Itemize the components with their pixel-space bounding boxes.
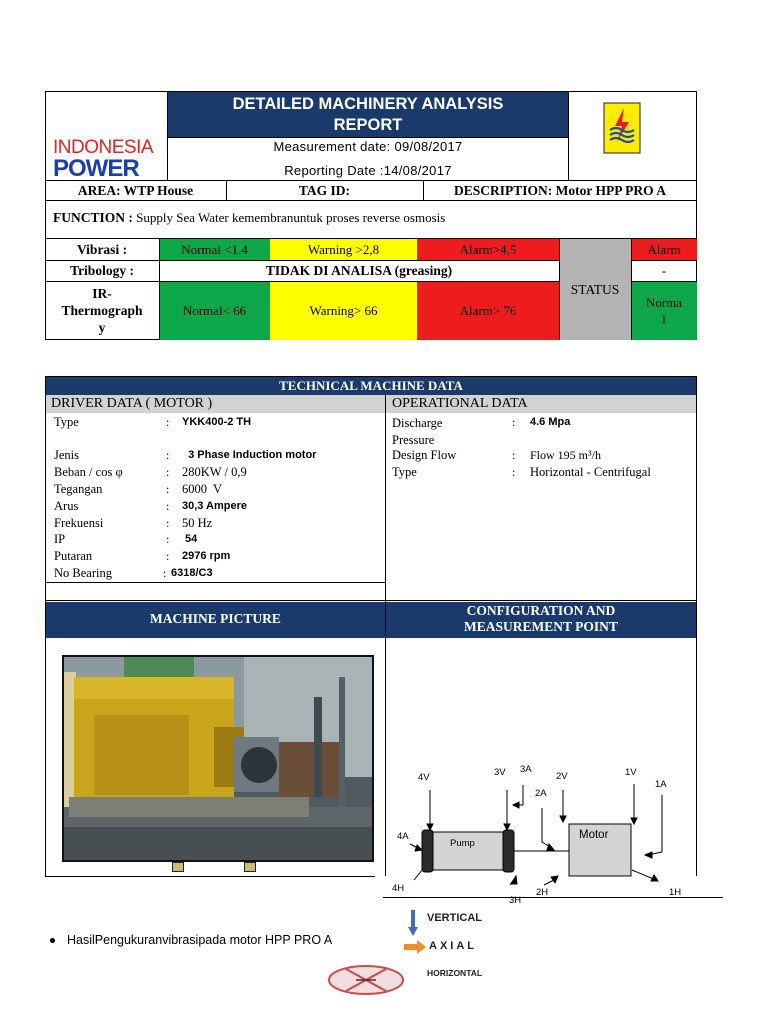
legend-vertical: VERTICAL (427, 912, 482, 924)
config-title (386, 602, 696, 636)
ir-alarm: Alarm> 76 (417, 281, 559, 340)
bullet-text: HasilPengukuranvibrasipada motor HPP PRO A (67, 933, 333, 947)
tribology-label: Tribology : (70, 262, 134, 278)
driver-bearing-colon: : (163, 566, 167, 580)
status-label: STATUS (559, 239, 631, 340)
function-row (45, 201, 697, 239)
point-4v: 4V (418, 772, 430, 783)
photo-support-left (172, 862, 184, 872)
point-3v: 3V (494, 767, 506, 778)
motor-label: Motor (579, 829, 609, 841)
driver-ip-value: 54 (182, 533, 198, 545)
op-type-colon: : (512, 465, 516, 479)
operational-data-header (386, 395, 696, 413)
point-1h: 1H (669, 887, 682, 898)
driver-putaran-label: Putaran (54, 549, 93, 563)
driver-frekuensi-colon: : (166, 516, 170, 530)
legend (400, 908, 510, 983)
driver-tegangan-value: 6000 V (182, 482, 223, 496)
vibrasi-normal: Normal <1.4 (159, 239, 270, 260)
reporting-date: Reporting Date :14/08/2017 (284, 163, 452, 178)
driver-bearing-value: 6318/C3 (171, 567, 213, 579)
driver-type-value: YKK400-2 TH (182, 416, 252, 428)
driver-beban-value: 280KW / 0,9 (182, 465, 247, 479)
report-title (168, 92, 568, 137)
company-logo (53, 138, 163, 182)
op-flow-value: Flow 195 m³/h (530, 448, 601, 462)
ir-thermography-label: IR- Thermograph y (61, 286, 143, 335)
tribology-status: - (661, 262, 667, 278)
horizontal-symbol-icon (326, 963, 406, 997)
driver-ip-colon: : (166, 532, 170, 546)
point-4a: 4A (397, 831, 409, 842)
technical-data-title: TECHNICAL MACHINE DATA (46, 377, 696, 395)
config-title-line1: CONFIGURATION AND (466, 603, 616, 618)
legend-horizontal: HORIZONTAL (427, 968, 483, 978)
driver-arus-value: 30,3 Ampere (182, 500, 248, 512)
driver-tegangan-label: Tegangan (54, 482, 103, 496)
bullet-item (50, 933, 332, 947)
driver-jenis-value: 3 Phase Induction motor (182, 449, 317, 461)
driver-frekuensi-value: 50 Hz (182, 516, 213, 530)
point-2v: 2V (556, 771, 568, 782)
driver-jenis-colon: : (166, 448, 170, 462)
op-discharge-value: 4.6 Mpa (530, 416, 571, 428)
logo-text-indonesia: INDONESIA (53, 137, 154, 158)
bullet-dot-icon (50, 938, 55, 943)
driver-data-header (46, 395, 385, 413)
function-label: FUNCTION : (53, 210, 133, 225)
driver-type-label: Type (54, 415, 79, 429)
point-3a: 3A (520, 764, 532, 775)
driver-type-colon: : (166, 415, 170, 429)
point-4h: 4H (392, 883, 405, 894)
vibrasi-alarm: Alarm>4,5 (417, 239, 559, 260)
tribology-value: TIDAK DI ANALISA (greasing) (265, 262, 453, 278)
driver-jenis-label: Jenis (54, 448, 79, 462)
measurement-date: Measurement date: 09/08/2017 (273, 139, 463, 154)
point-1a: 1A (655, 779, 667, 790)
driver-beban-label: Beban / cos φ (54, 465, 123, 479)
vibrasi-warning: Warning >2,8 (270, 239, 417, 260)
driver-bearing-label: No Bearing (54, 566, 112, 580)
measurement-point-diagram (386, 740, 726, 910)
function-text: Supply Sea Water kemembranuntuk proses reverse osmosis (132, 210, 446, 225)
driver-putaran-value: 2976 rpm (182, 550, 231, 562)
point-2a: 2A (535, 788, 547, 799)
tag-id-field: TAG ID: (298, 183, 351, 198)
operational-data-title: OPERATIONAL DATA (392, 396, 528, 411)
driver-putaran-colon: : (166, 549, 170, 563)
driver-beban-colon: : (166, 465, 170, 479)
op-discharge-colon: : (512, 415, 516, 429)
ir-normal: Normal< 66 (159, 281, 270, 340)
machine-picture-title: MACHINE PICTURE (46, 602, 385, 636)
driver-tegangan-colon: : (166, 482, 170, 496)
op-discharge-label: Discharge Pressure (392, 416, 443, 447)
description-field: DESCRIPTION: Motor HPP PRO A (454, 183, 666, 198)
point-3h: 3H (509, 895, 522, 906)
legend-axial: AXIAL (429, 940, 477, 952)
vibrasi-status: Alarm (631, 239, 697, 260)
report-title-line1: DETAILED MACHINERY ANALYSIS (232, 95, 504, 113)
machine-photo (62, 655, 374, 862)
op-type-value: Horizontal - Centrifugal (530, 465, 651, 479)
driver-ip-label: IP (54, 532, 66, 546)
driver-data-title: DRIVER DATA ( MOTOR ) (51, 396, 213, 411)
op-type-label: Type (392, 465, 417, 479)
vibrasi-label: Vibrasi : (76, 241, 128, 257)
photo-support-right (244, 862, 256, 872)
op-flow-label: Design Flow (392, 448, 457, 462)
point-2h: 2H (536, 887, 549, 898)
config-title-line2: MEASUREMENT POINT (464, 619, 618, 634)
ir-status: Norma l (631, 281, 697, 340)
report-title-line2: REPORT (333, 116, 403, 134)
logo-text-power: POWER (53, 155, 139, 182)
driver-frekuensi-label: Frekuensi (54, 516, 104, 530)
area-field: AREA: WTP House (77, 183, 194, 198)
op-flow-colon: : (512, 448, 516, 462)
driver-arus-label: Arus (54, 499, 79, 513)
axial-arrow-icon (404, 940, 426, 954)
vertical-arrow-icon (408, 910, 418, 936)
point-1v: 1V (625, 767, 637, 778)
pln-emblem-icon (603, 102, 641, 154)
pump-label: Pump (450, 838, 475, 849)
ir-warning: Warning> 66 (270, 281, 417, 340)
driver-arus-colon: : (166, 499, 170, 513)
